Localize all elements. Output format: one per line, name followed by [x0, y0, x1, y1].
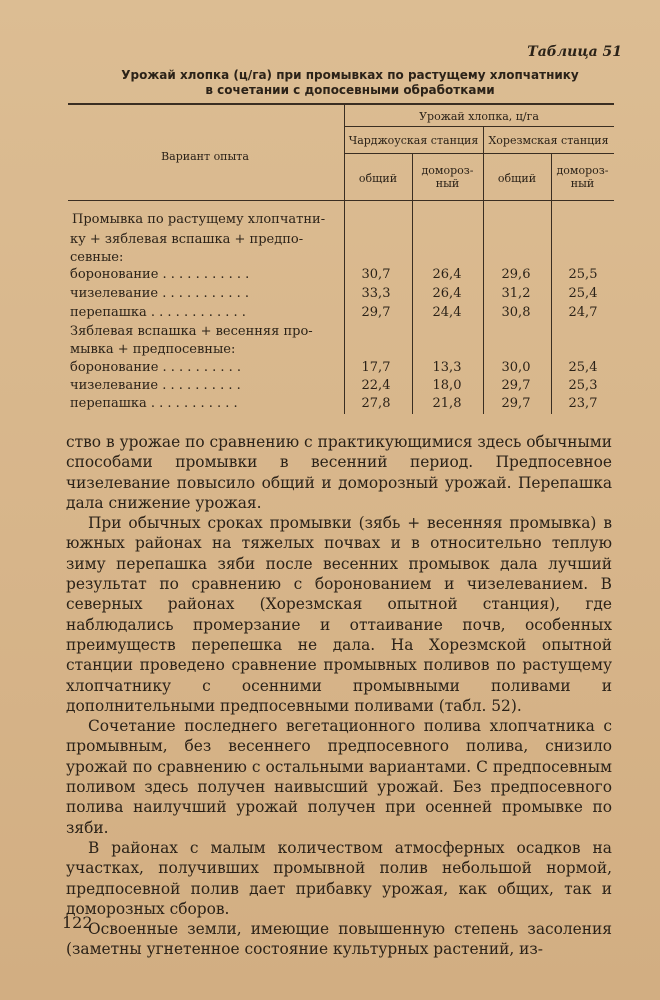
station-header-rule	[344, 153, 614, 154]
table-cell: 25,4	[568, 360, 598, 375]
table-cell: 30,8	[501, 305, 531, 320]
header-prefrost-1-line1: домороз-	[421, 164, 474, 177]
row-label: боронование . . . . . . . . . . .	[70, 267, 250, 282]
table-cell: 26,4	[432, 286, 462, 301]
page-number: 122	[62, 913, 93, 932]
group-2-line-1: Зяблевая вспашка + весенняя про-	[70, 324, 313, 339]
paragraph: Сочетание последнего вегетационного полива хлопчатника с промывным, без весеннего предпосевного полива, снизило урожай по сравнению с остальными вариантами. С предпосевным поливом здесь получен наивысший урожай. Без предпосевного полива наилучший урожай получен при осенней промывке по зяби.	[66, 717, 612, 837]
col-divider-4	[551, 154, 552, 414]
header-total-1: общий	[358, 172, 398, 185]
header-prefrost-2	[551, 164, 614, 190]
row-label: боронование . . . . . . . . . .	[70, 360, 242, 375]
table-cell: 29,7	[501, 378, 531, 393]
paragraph: Освоенные земли, имеющие повышенную степень засоления (заметны угнетенное состояние культурных растений, из-	[66, 920, 612, 959]
col-divider-3	[483, 127, 484, 414]
group-2-line-2: мывка + предпосевные:	[70, 342, 236, 357]
row-label: чизелевание . . . . . . . . . .	[70, 378, 241, 393]
group-1-line-1: Промывка по растущему хлопчатни-	[72, 212, 326, 227]
table-cell: 18,0	[432, 378, 462, 393]
table-title-line2: в сочетании с допосевными обработками	[205, 83, 495, 97]
paragraph: ство в урожае по сравнению с практикующимися здесь обычными способами промывки в весенний период. Предпосевное чизелевание повысило общий и доморозный урожай. Перепашка дала снижение урожая.	[66, 433, 612, 512]
header-prefrost-1	[412, 164, 483, 190]
header-station-2: Хорезмская станция	[488, 134, 609, 147]
table-cell: 29,6	[501, 267, 531, 282]
table-cell: 26,4	[432, 267, 462, 282]
table-cell: 22,4	[361, 378, 391, 393]
table-title	[70, 68, 630, 98]
row-label: перепашка . . . . . . . . . . .	[70, 396, 238, 411]
paragraph: При обычных сроках промывки (зябь + весенняя промывка) в южных районах на тяжелых почвах и в относительно теплую зиму перепашка зяби после весенних промывок дала лучший результат по сравнению с боронованием и чизелеванием. В северных районах (Хорезмская опытной станция), где наблюдались промерзание и оттаивание почв, особенных преимуществ перепешка не дала. На Хорезмской опытной станции проведено сравнение промывных поливов по растущему хлопчатнику с осенними промывными поливами и дополнительными предпосевными поливами (табл. 52).	[66, 514, 612, 715]
header-prefrost-2-line2: ный	[570, 177, 595, 190]
header-yield: Урожай хлопка, ц/га	[419, 110, 539, 123]
table-cell: 13,3	[432, 360, 462, 375]
table-cell: 29,7	[361, 305, 391, 320]
table-number: Таблица 51	[527, 44, 622, 60]
table-cell: 23,7	[568, 396, 598, 411]
table-cell: 25,5	[568, 267, 598, 282]
table-cell: 25,3	[568, 378, 598, 393]
group-1-line-2: ку + зяблевая вспашка + предпо-	[70, 232, 304, 247]
table-cell: 25,4	[568, 286, 598, 301]
header-station-1: Чарджоуская станция	[348, 134, 479, 147]
table-cell: 30,0	[501, 360, 531, 375]
table-cell: 21,8	[432, 396, 462, 411]
body-text	[66, 432, 612, 960]
header-bottom-rule	[68, 200, 614, 201]
header-variant: Вариант опыта	[161, 150, 249, 163]
col-divider-1	[344, 104, 345, 414]
table-title-line1: Урожай хлопка (ц/га) при промывках по растущему хлопчатнику	[121, 68, 579, 82]
table-cell: 31,2	[501, 286, 531, 301]
yield-header-rule	[344, 126, 614, 127]
table-cell: 27,8	[361, 396, 391, 411]
group-1-line-3: севные:	[70, 250, 124, 265]
table-cell: 24,7	[568, 305, 598, 320]
header-prefrost-2-line1: домороз-	[556, 164, 609, 177]
col-divider-2	[412, 154, 413, 414]
row-label: чизелевание . . . . . . . . . . .	[70, 286, 249, 301]
table-cell: 24,4	[432, 305, 462, 320]
paragraph: В районах с малым количеством атмосферных осадков на участках, получивших промывной полив небольшой нормой, предпосевной полив дает прибавку урожая, как общих, так и доморозных сборов.	[66, 838, 612, 918]
table-cell: 29,7	[501, 396, 531, 411]
table-top-rule	[68, 103, 614, 105]
header-prefrost-1-line2: ный	[435, 177, 460, 190]
table-cell: 17,7	[361, 360, 391, 375]
table-cell: 30,7	[361, 267, 391, 282]
table-cell: 33,3	[361, 286, 391, 301]
row-label: перепашка . . . . . . . . . . . .	[70, 305, 246, 320]
header-total-2: общий	[497, 172, 537, 185]
